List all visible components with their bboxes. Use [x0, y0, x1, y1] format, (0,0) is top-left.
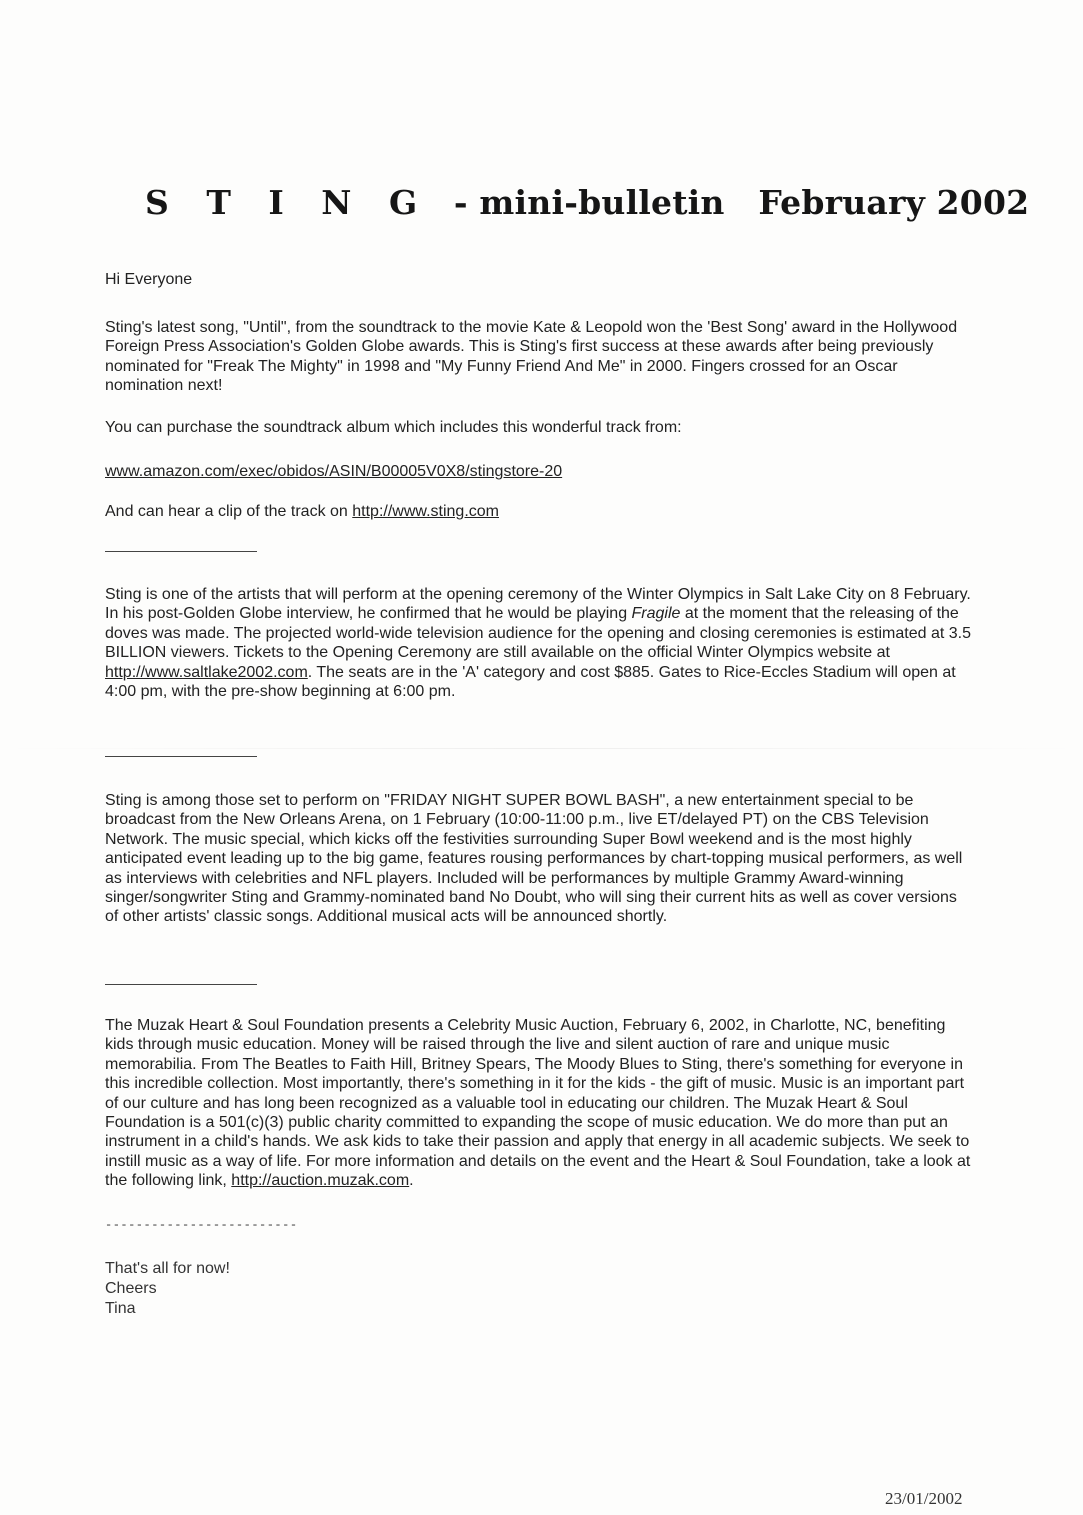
- bulletin-title: [145, 183, 1029, 222]
- paragraph-golden-globe: Sting's latest song, "Until", from the soundtrack to the movie Kate & Leopold won the 'Best Song' award in the Hollywood Foreign Press Association's Golden Globe awards. This is Sting's first success at these awards after being previously nominated for "Freak The Mighty" in 1998 and "My Funny Friend And Me" in 2000. Fingers crossed for an Oscar nomination next!: [105, 319, 958, 395]
- title-subtitle: - mini-bulletin: [453, 183, 725, 222]
- title-month: February 2002: [758, 183, 1030, 222]
- closing-cheers: Cheers: [105, 1280, 157, 1297]
- section-divider: [105, 756, 257, 757]
- olympics-text-start: Sting is one of the artists that will perform at the opening ceremony of the Winter Olympics in Salt Lake City on 8 February. In his post-Golden Globe interview, he confirmed that he would be playing: [105, 586, 971, 623]
- section-divider: [105, 551, 257, 552]
- amazon-link[interactable]: www.amazon.com/exec/obidos/ASIN/B00005V0X8/stingstore-20: [105, 463, 563, 480]
- muzak-text: The Muzak Heart & Soul Foundation presents a Celebrity Music Auction, February 6, 2002, in Charlotte, NC, benefiting kids through music education. Money will be raised through the live and silent auction of rare and unique music memorabilia. From The Beatles to Faith Hill, Britney Spears, The Moody Blues to Sting, there's something for everyone in this incredible collection. Most importantly, there's something in it for the kids - the gift of music. Music is an important part of our culture and has long been recognized as a valuable tool in educating our children. The Muzak Heart & Soul Foundation is a 501(c)(3) public charity committed to expanding the scope of music education. We do more than put an instrument in a child's hands. We ask kids to take their passion and apply that energy in all academic subjects. We seek to instill music as a way of life. For more information and details on the event and the Heart & Soul Foundation, take a look at the following link,: [105, 1017, 971, 1190]
- closing-signature: Tina: [105, 1300, 136, 1317]
- section-divider: [105, 984, 257, 985]
- olympics-song-title: Fragile: [631, 605, 681, 623]
- closing-block: [105, 1259, 230, 1319]
- closing-line: That's all for now!: [105, 1260, 230, 1277]
- paragraph-muzak-auction: [105, 1016, 975, 1191]
- greeting: Hi Everyone: [105, 271, 193, 288]
- paragraph-super-bowl: Sting is among those set to perform on "FRIDAY NIGHT SUPER BOWL BASH", a new entertainment special to be broadcast from the New Orleans Arena, on 1 February (10:00-11:00 p.m., live ET/delayed PT) on the CBS Television Network. The music special, which kicks off the festivities surrounding Super Bowl weekend and is the most highly anticipated event leading up to the big game, features rousing performances by chart-topping musical performers, as well as interviews with celebrities and NFL players. Included will be performances by multiple Grammy Award-winning singer/songwriter Sting and Grammy-nominated band No Doubt, who will sing their current hits as well as cover versions of other artists' classic songs. Additional musical acts will be announced shortly.: [105, 792, 963, 926]
- paragraph-olympics: [105, 585, 985, 701]
- amazon-link-row: [105, 462, 985, 481]
- stamp-date: 23/01/2002: [885, 1489, 963, 1508]
- saltlake-link[interactable]: http://www.saltlake2002.com: [105, 663, 308, 681]
- sting-link[interactable]: http://www.sting.com: [352, 503, 499, 520]
- muzak-link[interactable]: http://auction.muzak.com: [231, 1172, 410, 1190]
- olympics-text-middle: at the moment that the releasing of the doves was made. The projected world-wide television audience for the opening and closing ceremonies is estimated at 3.5 BILLION viewers. Tickets to the Opening Ceremony are still available on the official Winter Olympics website at: [105, 605, 971, 662]
- olympics-text-end: . The seats are in the 'A' category and cost $885. Gates to Rice-Eccles Stadium will open at 4:00 pm, with the pre-show beginning at 6:00 pm.: [105, 663, 956, 701]
- paper-fold: [0, 748, 1083, 749]
- clip-text: And can hear a clip of the track on: [105, 503, 353, 520]
- muzak-text-end: .: [409, 1172, 414, 1190]
- title-name: S T I N G: [145, 183, 431, 222]
- clip-row: [105, 502, 985, 521]
- dash-divider: -------------------------: [105, 1218, 298, 1232]
- purchase-text: You can purchase the soundtrack album which includes this wonderful track from:: [105, 419, 682, 436]
